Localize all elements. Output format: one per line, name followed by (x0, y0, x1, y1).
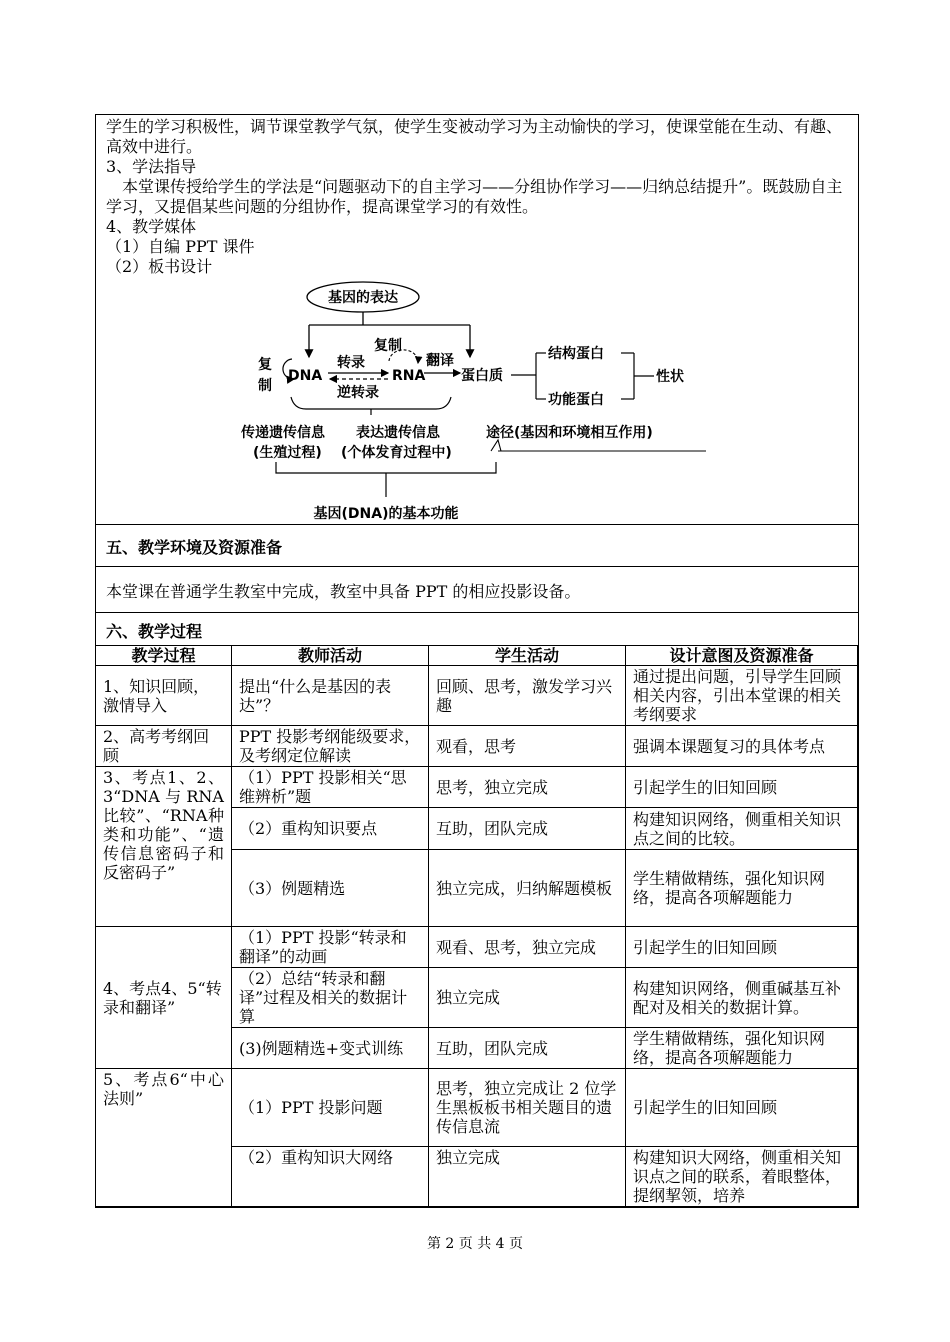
svg-text:复: 复 (258, 357, 272, 373)
learning-method-paragraph: 本堂课传授给学生的学法是“问题驱动下的自主学习——分组协作学习——归纳总结提升”。既鼓励自主学习，又提倡某些问题的分组协作，提高课堂学习的有效性。 (106, 177, 843, 216)
table-row: 5、考点6“中心法则” （1）PPT 投影问题 思考，独立完成让 2 位学生黑板板书相关题目的遗传信息流 引起学生的旧知回顾 (96, 1069, 858, 1147)
table-row: 4、考点4、5“转录和翻译” （1）PPT 投影“转录和翻译”的动画 观看、思考，独立完成 引起学生的旧知回顾 (96, 927, 858, 968)
table-row: 2、高考考纲回顾 PPT 投影考纲能级要求，及考纲定位解读 观看，思考 强调本课题复习的具体考点 (96, 726, 858, 767)
section-5-content: 本堂课在普通学生教室中完成，教室中具备 PPT 的相应投影设备。 (96, 567, 858, 613)
table-row: （2）重构知识大网络 独立完成 构建知识大网络，侧重相关知识点之间的联系，着眼整体，提纲挈领，培养 (96, 1147, 858, 1207)
protein-label: 蛋白质 (461, 368, 503, 384)
express-label: 表达遗传信息 (356, 425, 440, 441)
header-intent: 设计意图及资源准备 (626, 646, 858, 666)
trait-label: 性状 (656, 369, 684, 385)
media-item-ppt: （1）自编 PPT 课件 (106, 237, 255, 256)
media-heading: 4、教学媒体 (106, 217, 197, 236)
learning-method-heading: 3、学法指导 (106, 157, 197, 176)
svg-text:结构蛋白: 结构蛋白 (548, 346, 604, 362)
board-design-diagram (236, 275, 706, 525)
path-label: 途径(基因和环境相互作用) (486, 425, 653, 441)
table-row: 3、考点1、2、3“DNA与RNA比较”、“RNA种类和功能”、“遗传信息密码子和反密码子” （1）PPT 投影相关“思维辨析”题 思考，独立完成 引起学生的旧知回顾 (96, 767, 858, 808)
svg-text:逆转录: 逆转录 (337, 385, 379, 401)
table-row: （2）重构知识要点 互助，团队完成 构建知识网络，侧重相关知识点之间的比较。 (96, 808, 858, 850)
table-row: （3）例题精选 独立完成，归纳解题模板 学生精做精练，强化知识网络，提高各项解题能力 (96, 850, 858, 927)
dna-label: DNA (288, 368, 323, 384)
intro-paragraph: 学生的学习积极性，调节课堂教学气氛，使学生变被动学习为主动愉快的学习，使课堂能在生动、有趣、高效中进行。 (106, 117, 843, 156)
basic-function-label: 基因(DNA)的基本功能 (313, 506, 459, 522)
header-process: 教学过程 (96, 646, 232, 666)
intro-section (96, 115, 858, 525)
table-row: （2）总结“转录和翻译”过程及相关的数据计算 独立完成 构建知识网络，侧重碱基互补配对及相关的数据计算。 (96, 968, 858, 1028)
table-header-row (96, 646, 858, 666)
svg-text:(个体发育过程中): (个体发育过程中) (341, 445, 452, 461)
svg-text:翻译: 翻译 (426, 353, 454, 369)
section-5-title: 五、教学环境及资源准备 (96, 525, 858, 567)
media-item-board: （2）板书设计 (106, 257, 213, 276)
svg-text:转录: 转录 (337, 355, 365, 371)
document-frame (95, 114, 859, 1208)
transmit-label: 传递遗传信息 (241, 425, 325, 441)
section-6-title: 六、教学过程 (106, 622, 203, 641)
svg-text:制: 制 (258, 378, 272, 394)
svg-text:(生殖过程): (生殖过程) (253, 445, 322, 461)
teaching-process-table (95, 645, 858, 1207)
header-teacher: 教师活动 (232, 646, 429, 666)
diagram-title: 基因的表达 (328, 290, 398, 306)
rna-label: RNA (392, 368, 426, 384)
page-footer: 第 2 页 共 4 页 (426, 1236, 524, 1252)
table-row: 1、知识回顾，激情导入 提出“什么是基因的表达”？ 回顾、思考，激发学习兴趣 通过提出问题，引导学生回顾相关内容，引出本堂课的相关考纲要求 (96, 666, 858, 726)
header-student: 学生活动 (429, 646, 626, 666)
table-row: (3)例题精选+变式训练 互助，团队完成 学生精做精练，强化知识网络，提高各项解题能力 (96, 1028, 858, 1069)
svg-text:功能蛋白: 功能蛋白 (548, 392, 604, 408)
svg-text:复制: 复制 (374, 338, 402, 354)
